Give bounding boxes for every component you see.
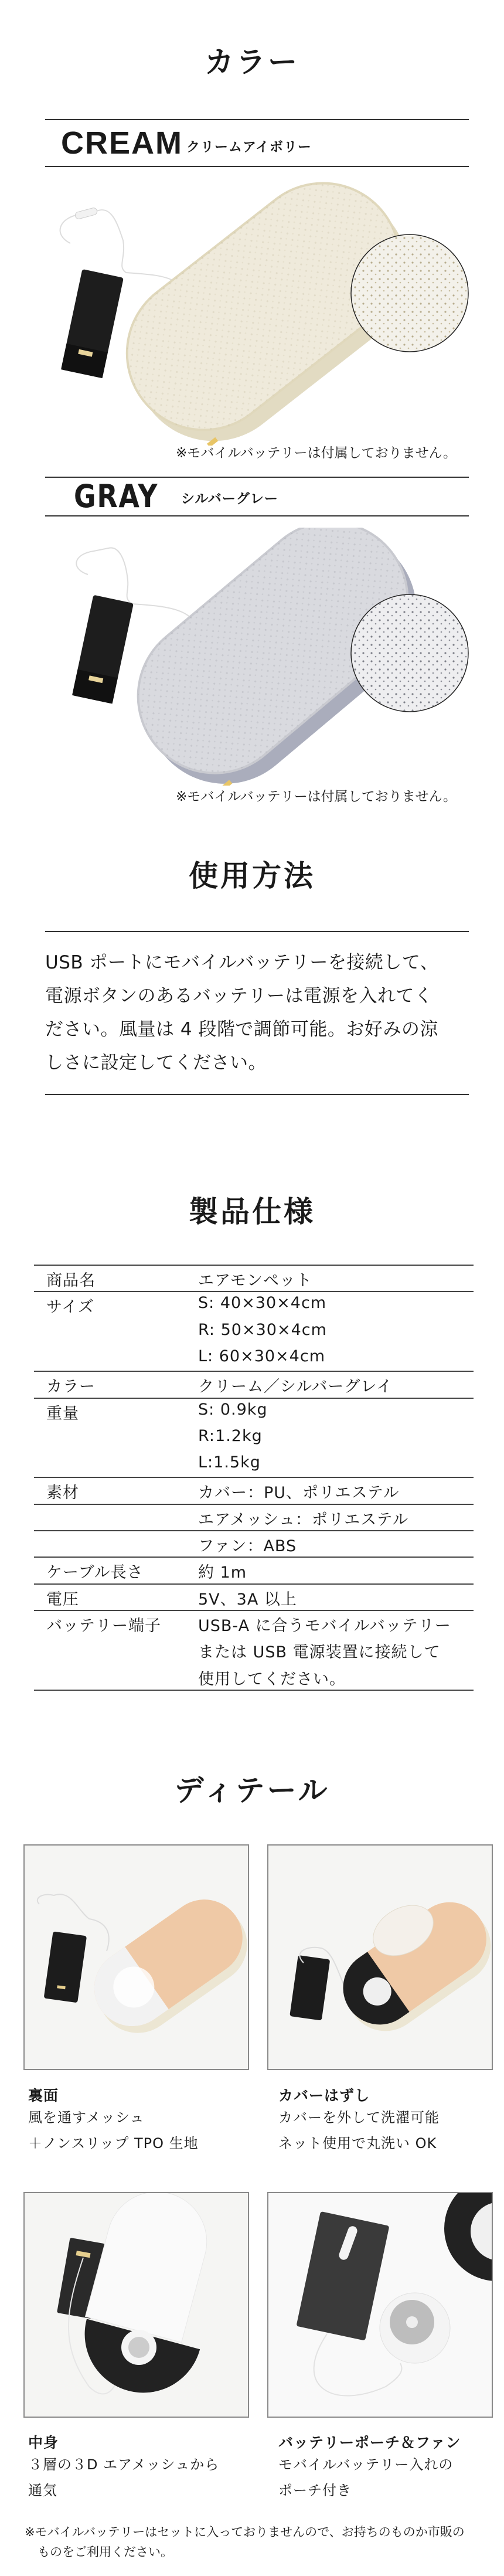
detail-heading: バッテリーポーチ＆ファン <box>278 2434 461 2451</box>
cream-color-subtitle: クリームアイボリー <box>186 140 312 155</box>
cream-battery-note: ※モバイルバッテリーは付属しておりません。 <box>175 446 457 461</box>
cream-product-image <box>0 170 504 446</box>
spec-label: 電圧 <box>46 1590 79 1609</box>
spec-value: S: 40×30×4cm <box>198 1294 327 1313</box>
table-divider <box>34 1477 474 1478</box>
divider <box>45 931 469 932</box>
table-divider <box>34 1398 474 1399</box>
detail-image-back <box>23 1844 249 2070</box>
spec-value: S: 0.9kg <box>198 1400 268 1419</box>
table-divider <box>34 1265 474 1266</box>
spec-label: 素材 <box>46 1484 79 1503</box>
table-divider <box>34 1690 474 1691</box>
usage-line: 電源ボタンのあるバッテリーは電源を入れてく <box>45 985 433 1007</box>
usage-line: ださい。風量は 4 段階で調節可能。お好みの涼 <box>45 1019 438 1040</box>
detail-line: ネット使用で丸洗い OK <box>278 2135 437 2152</box>
table-divider <box>34 1557 474 1558</box>
divider <box>45 515 469 516</box>
detail-image-inner <box>23 2192 249 2418</box>
spec-label: カラー <box>46 1378 96 1396</box>
detail-line: 通気 <box>28 2482 57 2499</box>
detail-line: ３層の３D エアメッシュから <box>28 2456 220 2473</box>
footnote-line: ものをご利用ください。 <box>38 2545 173 2559</box>
spec-label: 重量 <box>46 1404 79 1423</box>
battery-pouch-icon <box>72 595 134 704</box>
table-divider <box>34 1291 474 1292</box>
table-divider <box>34 1530 474 1531</box>
footnote-line: ※モバイルバッテリーはセットに入っておりませんので、お持ちのものか市販の <box>25 2525 465 2539</box>
spec-value: L: 60×30×4cm <box>198 1347 326 1365</box>
detail-image-pouch-fan <box>267 2192 493 2418</box>
detail-line: カバーを外して洗濯可能 <box>278 2109 440 2126</box>
gray-product-image <box>0 528 504 786</box>
spec-value: L:1.5kg <box>198 1453 261 1472</box>
gray-color-subtitle: シルバーグレー <box>181 491 278 507</box>
spec-value: 5V、3A 以上 <box>198 1590 297 1609</box>
detail-line: ＋ノンスリップ TPO 生地 <box>28 2135 199 2152</box>
detail-text <box>278 2452 453 2503</box>
table-divider <box>34 1610 474 1611</box>
detail-line: モバイルバッテリー入れの <box>278 2456 454 2473</box>
detail-image-cover-off <box>267 1844 493 2070</box>
divider <box>45 1094 469 1095</box>
usage-text <box>45 946 473 1080</box>
spec-label: ケーブル長さ <box>46 1564 144 1582</box>
detail-heading: カバーはずし <box>278 2087 370 2104</box>
gray-battery-note: ※モバイルバッテリーは付属しておりません。 <box>175 789 457 804</box>
details-section-title: ディテール <box>174 1773 330 1807</box>
specs-section-title: 製品仕様 <box>189 1195 315 1229</box>
spec-value: R: 50×30×4cm <box>198 1320 327 1339</box>
spec-value: エアメッシュ：ポリエステル <box>198 1510 409 1529</box>
detail-line: 風を通すメッシュ <box>28 2109 145 2126</box>
usage-section-title: 使用方法 <box>189 859 315 893</box>
spec-label: サイズ <box>46 1298 94 1317</box>
spec-value: USB-A に合うモバイルバッテリー <box>198 1616 451 1635</box>
usage-line: USB ポートにモバイルバッテリーを接続して、 <box>45 952 439 973</box>
spec-value: カバー：PU、ポリエステル <box>198 1484 400 1503</box>
detail-text <box>28 2452 219 2503</box>
colors-section-title: カラー <box>205 45 299 79</box>
spec-label: バッテリー端子 <box>46 1616 161 1635</box>
battery-footnote <box>25 2522 493 2562</box>
detail-text <box>28 2105 199 2156</box>
spec-value: または USB 電源装置に接続して <box>198 1643 441 1662</box>
detail-heading: 裏面 <box>28 2087 59 2104</box>
cream-color-name: CREAM <box>61 125 183 161</box>
divider <box>45 119 469 120</box>
spec-value: 約 1m <box>198 1564 247 1582</box>
gray-color-name: GRAY <box>74 478 159 515</box>
table-divider <box>34 1504 474 1505</box>
table-divider <box>34 1583 474 1585</box>
battery-pouch-icon <box>61 269 124 378</box>
detail-heading: 中身 <box>28 2434 59 2451</box>
spec-value: クリーム／シルバーグレイ <box>198 1378 393 1396</box>
divider <box>45 166 469 167</box>
detail-text <box>278 2105 440 2156</box>
spec-value: ファン：ABS <box>198 1537 297 1555</box>
spec-value: エアモンペット <box>198 1272 312 1290</box>
table-divider <box>34 1371 474 1372</box>
spec-label: 商品名 <box>46 1272 96 1290</box>
spec-value: R:1.2kg <box>198 1426 263 1445</box>
usage-line: しさに設定してください。 <box>45 1052 267 1073</box>
detail-line: ポーチ付き <box>278 2482 352 2499</box>
spec-value: 使用してください。 <box>198 1670 346 1688</box>
